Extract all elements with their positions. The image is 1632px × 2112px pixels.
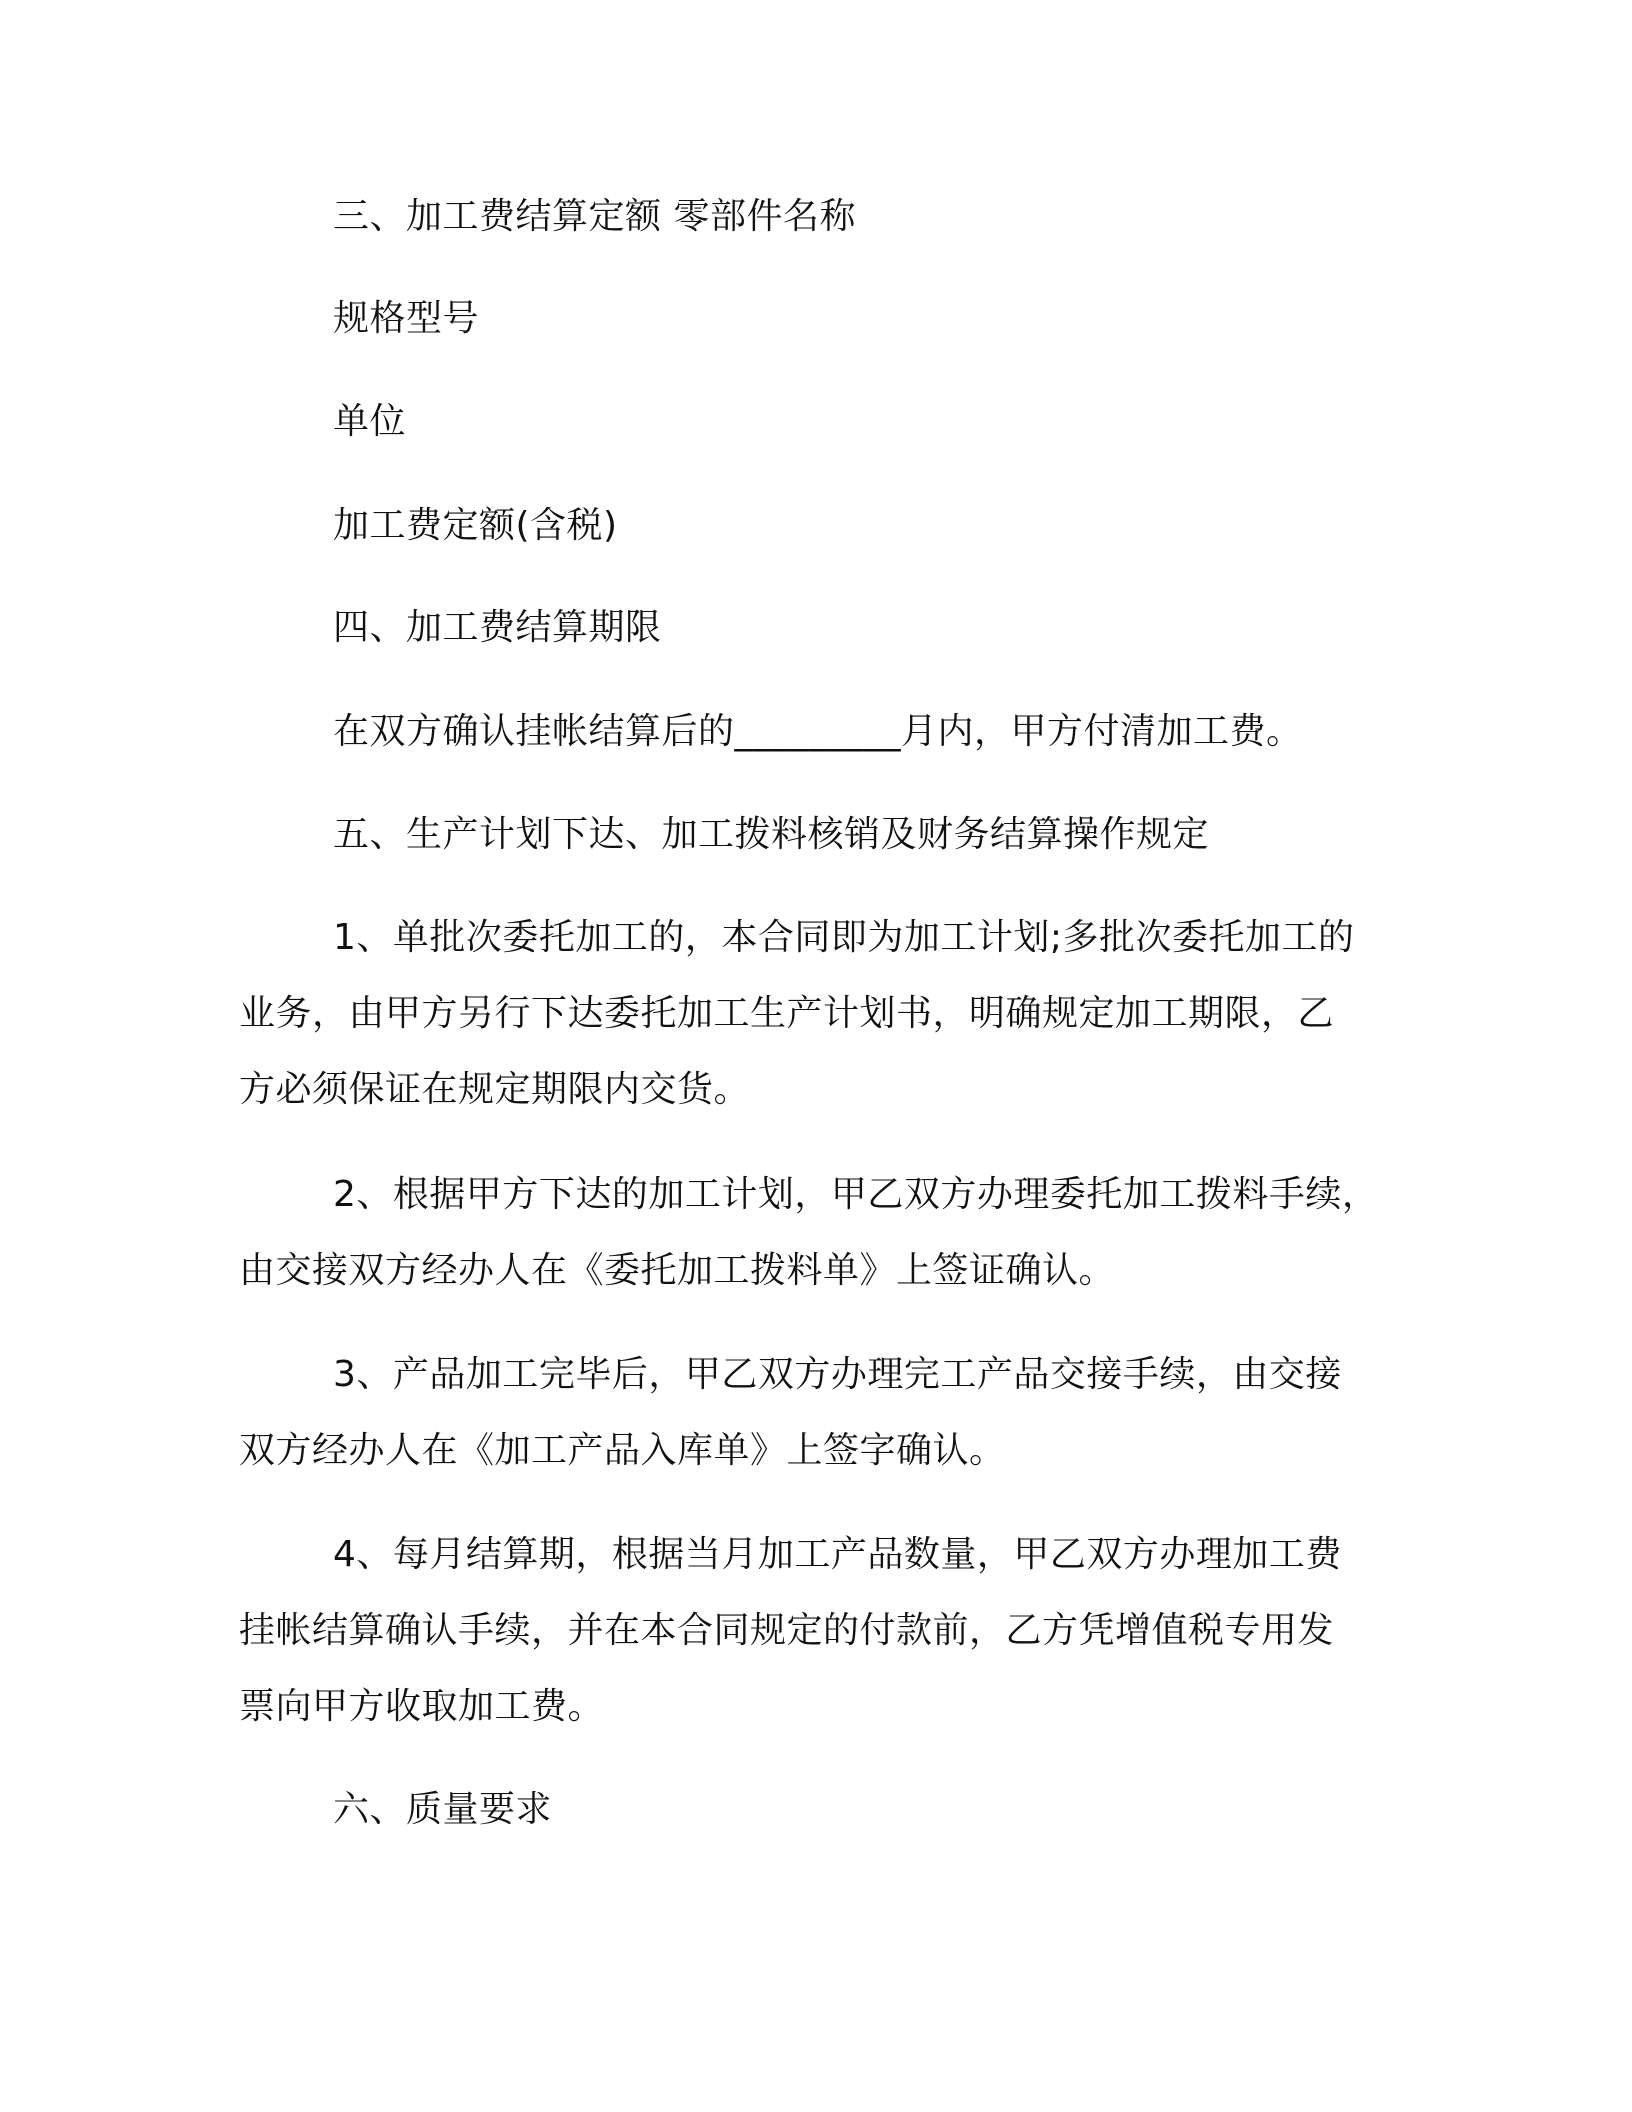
item-4-line-2: 挂帐结算确认手续，并在本合同规定的付款前，乙方凭增值税专用发: [239, 1610, 1335, 1651]
section-5-heading: 五、生产计划下达、加工拨料核销及财务结算操作规定: [333, 814, 1210, 855]
section-4-heading: 四、加工费结算期限: [333, 607, 662, 648]
item-1-line-2: 业务，由甲方另行下达委托加工生产计划书，明确规定加工期限，乙: [239, 993, 1335, 1034]
item-3-line-1: 3、产品加工完毕后，甲乙双方办理完工产品交接手续，由交接: [333, 1354, 1342, 1395]
item-1-line-3: 方必须保证在规定期限内交货。: [239, 1069, 751, 1110]
item-2-line-1: 2、根据甲方下达的加工计划，甲乙双方办理委托加工拨料手续，: [333, 1174, 1379, 1215]
item-1-line-1: 1、单批次委托加工的，本合同即为加工计划;多批次委托加工的: [333, 917, 1355, 958]
field-spec-label: 规格型号: [333, 298, 480, 339]
item-2-line-2: 由交接双方经办人在《委托加工拨料单》上签证确认。: [239, 1250, 1116, 1291]
item-4-line-3: 票向甲方收取加工费。: [239, 1686, 605, 1727]
section-3-heading: 三、加工费结算定额 零部件名称: [333, 196, 856, 237]
section-4-text: 在双方确认挂帐结算后的_________月内，甲方付清加工费。: [333, 711, 1303, 752]
field-unit-label: 单位: [333, 401, 407, 442]
item-3-line-2: 双方经办人在《加工产品入库单》上签字确认。: [239, 1430, 1006, 1471]
item-4-line-1: 4、每月结算期，根据当月加工产品数量，甲乙双方办理加工费: [333, 1534, 1342, 1575]
field-fee-quota-label: 加工费定额(含税): [333, 505, 618, 546]
section-6-heading: 六、质量要求: [333, 1789, 553, 1830]
